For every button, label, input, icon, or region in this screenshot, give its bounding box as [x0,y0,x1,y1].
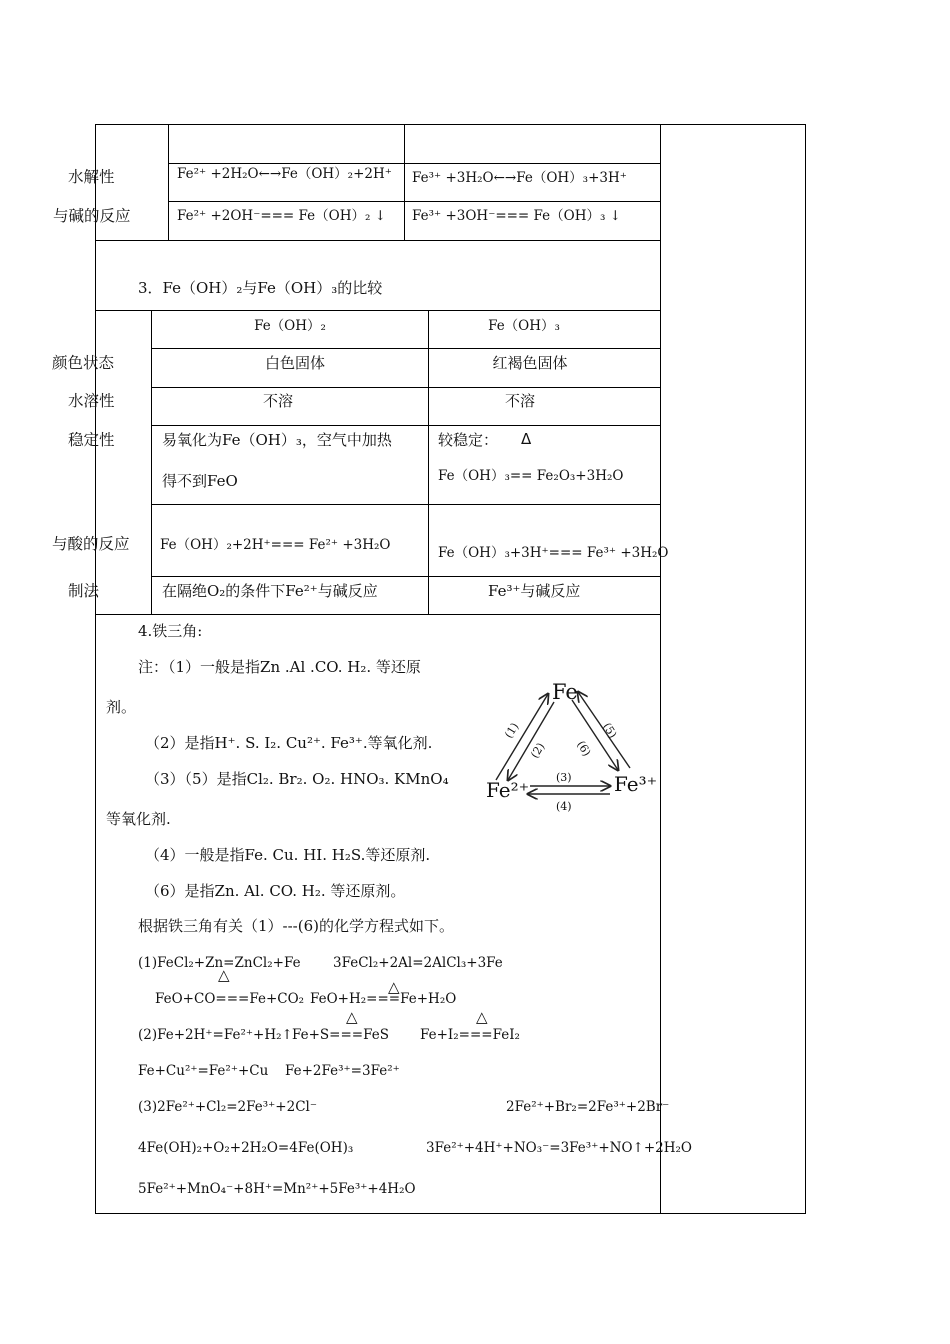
delta-4: △ [476,1008,488,1026]
eq-1a: (1)FeCl₂+Zn=ZnCl₂+Fe [138,955,301,971]
eq-3b: 2Fe²⁺+Br₂=2Fe³⁺+2Br⁻ [506,1099,670,1115]
tri-fe: Fe [552,680,578,704]
eq-1d: FeO+H₂===Fe+H₂O [310,991,457,1007]
eq-2a: (2)Fe+2H⁺=Fe²⁺+H₂↑ [138,1027,293,1043]
eq-2c: Fe+I₂===FeI₂ [420,1027,520,1043]
iron-triangle-diagram [480,662,660,820]
stability-feoh2-line1: 易氧化为Fe（OH）₃，空气中加热 [162,431,392,449]
acid-feoh2: Fe（OH）₂+2H⁺=== Fe²⁺ +3H₂O [160,537,391,553]
note1-line2: 剂。 [106,698,137,716]
note1-line1: 注：（1）一般是指Zn .Al .CO. H₂. 等还原 [138,658,421,676]
tri-fe2: Fe²⁺ [486,778,530,802]
prep-feoh2: 在隔绝O₂的条件下Fe²⁺与碱反应 [162,582,378,600]
eq-3e: 5Fe²⁺+MnO₄⁻+8H⁺=Mn²⁺+5Fe³⁺+4H₂O [138,1181,416,1197]
row-label-hydrolysis: 水解性 [68,168,115,186]
eq-2b: Fe+S===FeS [292,1027,389,1043]
eq-3d: 3Fe²⁺+4H⁺+NO₃⁻=3Fe³⁺+NO↑+2H₂O [426,1140,692,1156]
section4-heading: 4.铁三角: [138,622,203,640]
frame-top [95,124,806,125]
fe3-base: Fe³⁺ +3OH⁻=== Fe（OH）₃ ↓ [412,208,622,224]
eq-2e: Fe+2Fe³⁺=3Fe²⁺ [285,1063,400,1079]
eq-1b: 3FeCl₂+2Al=2AlCl₃+3Fe [333,955,503,971]
solubility-feoh2: 不溶 [262,392,293,410]
tri-l4: (4) [556,800,572,813]
stability-delta: Δ [521,430,532,448]
note4: （4）一般是指Fe. Cu. HI. H₂S.等还原剂. [145,846,431,864]
row-label-preparation: 制法 [68,582,100,600]
acid-feoh3: Fe（OH）₃+3H⁺=== Fe³⁺ +3H₂O [438,545,669,561]
note6: （6）是指Zn. Al. CO. H₂. 等还原剂。 [145,882,406,900]
fe2-base: Fe²⁺ +2OH⁻=== Fe（OH）₂ ↓ [177,208,387,224]
note3-line2: 等氧化剂. [106,810,171,828]
row-label-acid: 与酸的反应 [52,535,130,553]
col-header-feoh3: Fe（OH）₃ [488,318,560,334]
eq-3a: (3)2Fe²⁺+Cl₂=2Fe³⁺+2Cl⁻ [138,1099,317,1115]
row-label-color: 颜色状态 [52,354,115,372]
stability-feoh2-line2: 得不到FeO [162,472,238,490]
row-label-base-reaction: 与碱的反应 [53,207,131,225]
fe3-hydrolysis: Fe³⁺ +3H₂O←→Fe（OH）₃+3H⁺ [412,170,627,186]
equations-intro: 根据铁三角有关（1）---(6)的化学方程式如下。 [138,917,454,935]
tri-fe3: Fe³⁺ [614,772,658,796]
fe2-hydrolysis: Fe²⁺ +2H₂O←→Fe（OH）₂+2H⁺ [177,166,392,182]
section3-heading: 3．Fe（OH）₂与Fe（OH）₃的比较 [138,279,383,297]
note3-line1: （3）（5）是指Cl₂. Br₂. O₂. HNO₃. KMnO₄ [145,770,449,788]
color-feoh2: 白色固体 [264,354,325,372]
row-label-stability: 稳定性 [68,431,115,449]
eq-3c: 4Fe(OH)₂+O₂+2H₂O=4Fe(OH)₃ [138,1140,354,1156]
frame-left [95,124,96,1214]
tri-l2: (2) [528,740,548,761]
eq-1c: FeO+CO===Fe+CO₂ [155,991,305,1007]
delta-1: △ [218,966,230,984]
row-label-solubility: 水溶性 [68,392,115,410]
delta-3: △ [346,1008,358,1026]
frame-bottom [95,1213,806,1214]
frame-right [805,124,806,1214]
tri-l3: (3) [556,771,572,784]
color-feoh3: 红褐色固体 [492,354,568,372]
delta-2: △ [388,978,400,996]
tri-l6: (6) [574,738,594,759]
col-header-feoh2: Fe（OH）₂ [254,318,326,334]
tri-l5: (5) [600,720,620,741]
eq-2d: Fe+Cu²⁺=Fe²⁺+Cu [138,1063,269,1079]
prep-feoh3: Fe³⁺与碱反应 [488,582,581,600]
solubility-feoh3: 不溶 [504,392,535,410]
note2: （2）是指H⁺. S. I₂. Cu²⁺. Fe³⁺.等氧化剂. [145,734,433,752]
stability-feoh3-line2: Fe（OH）₃== Fe₂O₃+3H₂O [438,468,624,484]
tri-l1: (1) [502,720,522,741]
frame-inner-right [660,124,661,1214]
stability-feoh3-line1: 较稳定： [438,431,499,449]
arrow-1 [496,694,548,780]
arrow-2 [508,702,554,780]
